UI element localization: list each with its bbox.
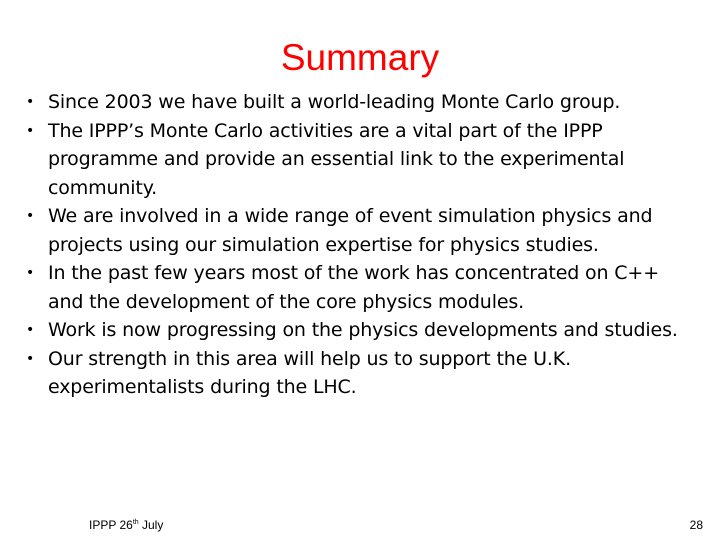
slide-title: Summary <box>280 37 440 78</box>
bullet-marker: • <box>26 122 35 139</box>
bullet-marker: • <box>26 322 35 338</box>
bullet-text: The IPPP’s Monte Carlo activities are a vital part of the IPPP programme and provide an essential link to the experimental community. <box>48 119 625 199</box>
bullet-text: Since 2003 we have built a world-leading Monte Carlo group. <box>48 91 621 113</box>
footer-month: July <box>138 518 164 532</box>
bullet-item <box>20 88 700 117</box>
bullet-item <box>20 117 700 203</box>
bullet-list <box>20 88 700 402</box>
bullet-marker: • <box>26 94 35 110</box>
bullet-text: Our strength in this area will help us to support the U.K. experimentalists during the LHC. <box>48 347 571 398</box>
bullet-marker: • <box>26 265 35 281</box>
bullet-item <box>20 345 700 402</box>
bullet-item <box>20 259 700 316</box>
bullet-marker: • <box>26 350 35 367</box>
bullet-marker: • <box>26 208 35 224</box>
footer-label <box>89 517 163 533</box>
footer-date-suffix: th <box>132 519 139 526</box>
page-number: 28 <box>689 518 703 532</box>
bullet-text: We are involved in a wide range of event simulation physics and projects using our simulation expertise for physics studies. <box>48 205 653 256</box>
bullet-text: Work is now progressing on the physics developments and studies. <box>48 319 678 341</box>
footer-org: IPPP 26 <box>89 518 133 532</box>
bullet-text: In the past few years most of the work has concentrated on C++ and the development of the core physics modules. <box>48 262 659 313</box>
bullet-item <box>20 316 700 345</box>
bullet-item <box>20 202 700 259</box>
